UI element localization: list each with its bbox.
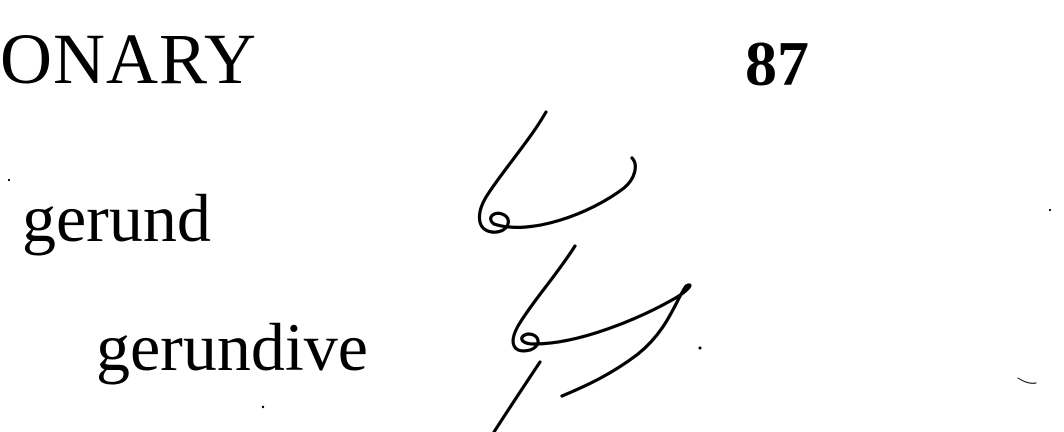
gerund-outline-loop (491, 213, 509, 232)
paper-speck (1049, 209, 1051, 211)
gerundive-outline-tail (494, 362, 540, 432)
paper-speck (1018, 378, 1036, 383)
paper-speck (699, 347, 702, 350)
gerundive-shorthand-outline-icon (494, 246, 690, 432)
gerund-outline-downstroke (479, 112, 546, 232)
paper-speck (262, 406, 264, 408)
gerundive-outline-downstroke (513, 246, 575, 351)
page-number: 87 (745, 28, 809, 99)
paper-speck (8, 179, 10, 181)
gerundive-outline-loop (522, 334, 538, 350)
gerund-outline-curve (494, 158, 635, 227)
gerundive-outline-curve (534, 285, 690, 396)
gerund-shorthand-outline-icon (479, 112, 635, 232)
running-header-title: ONARY (0, 19, 258, 99)
entry-term-gerund: gerund (22, 180, 211, 256)
entry-term-gerundive: gerundive (96, 309, 368, 385)
